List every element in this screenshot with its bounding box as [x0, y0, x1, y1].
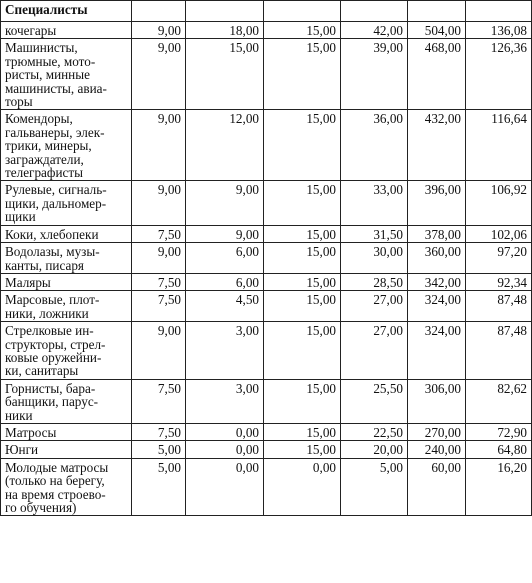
col-5-value: 240,00: [408, 441, 466, 458]
specialty-name: Матросы: [1, 423, 132, 440]
specialty-name: Маляры: [1, 273, 132, 290]
col-6-value: 92,34: [466, 273, 532, 290]
col-2-value: 12,00: [186, 110, 264, 181]
col-5-value: 270,00: [408, 423, 466, 440]
col-5-value: 468,00: [408, 39, 466, 110]
table-row: [1, 423, 532, 440]
col-2-value: 0,00: [186, 458, 264, 516]
col-2-value: 0,00: [186, 441, 264, 458]
col-3-value: 15,00: [264, 225, 341, 242]
specialty-name: Молодые матросы (только на берегу, на время строево- го обучения): [1, 458, 132, 516]
specialty-name: Машинисты, трюмные, мото- ристы, минные машинисты, авиа- торы: [1, 39, 132, 110]
specialty-name: Юнги: [1, 441, 132, 458]
empty-cell: [132, 1, 186, 22]
col-5-value: 324,00: [408, 291, 466, 322]
col-3-value: 15,00: [264, 273, 341, 290]
col-6-value: 116,64: [466, 110, 532, 181]
col-3-value: 15,00: [264, 110, 341, 181]
col-6-value: 126,36: [466, 39, 532, 110]
col-5-value: 60,00: [408, 458, 466, 516]
table-row: [1, 322, 532, 380]
col-1-value: 9,00: [132, 181, 186, 225]
table-body: [1, 1, 532, 516]
col-5-value: 504,00: [408, 22, 466, 39]
section-header-row: [1, 1, 532, 22]
table-row: [1, 441, 532, 458]
table-row: [1, 110, 532, 181]
col-2-value: 18,00: [186, 22, 264, 39]
col-4-value: 30,00: [341, 243, 408, 274]
specialty-name: Коки, хлебопеки: [1, 225, 132, 242]
col-4-value: 27,00: [341, 322, 408, 380]
col-2-value: 9,00: [186, 181, 264, 225]
col-4-value: 36,00: [341, 110, 408, 181]
table-row: [1, 225, 532, 242]
specialty-name: Рулевые, сигналь- щики, дальномер- щики: [1, 181, 132, 225]
col-4-value: 42,00: [341, 22, 408, 39]
specialty-name: Водолазы, музы- канты, писаря: [1, 243, 132, 274]
empty-cell: [408, 1, 466, 22]
specialty-name: Горнисты, бара- банщики, парус- ники: [1, 379, 132, 423]
specialty-name: Марсовые, плот- ники, ложники: [1, 291, 132, 322]
col-2-value: 6,00: [186, 273, 264, 290]
col-6-value: 16,20: [466, 458, 532, 516]
col-6-value: 72,90: [466, 423, 532, 440]
col-2-value: 4,50: [186, 291, 264, 322]
specialty-name: Стрелковые ин- структоры, стрел- ковые оружейни- ки, санитары: [1, 322, 132, 380]
col-3-value: 15,00: [264, 379, 341, 423]
empty-cell: [186, 1, 264, 22]
table-row: [1, 291, 532, 322]
col-4-value: 22,50: [341, 423, 408, 440]
table-row: [1, 273, 532, 290]
col-6-value: 82,62: [466, 379, 532, 423]
col-6-value: 106,92: [466, 181, 532, 225]
col-1-value: 9,00: [132, 39, 186, 110]
col-3-value: 15,00: [264, 441, 341, 458]
col-1-value: 7,50: [132, 291, 186, 322]
col-2-value: 0,00: [186, 423, 264, 440]
col-3-value: 15,00: [264, 322, 341, 380]
col-1-value: 9,00: [132, 110, 186, 181]
col-1-value: 5,00: [132, 441, 186, 458]
col-3-value: 15,00: [264, 39, 341, 110]
empty-cell: [466, 1, 532, 22]
col-4-value: 31,50: [341, 225, 408, 242]
col-2-value: 3,00: [186, 379, 264, 423]
table-row: [1, 39, 532, 110]
col-5-value: 342,00: [408, 273, 466, 290]
col-5-value: 306,00: [408, 379, 466, 423]
col-3-value: 15,00: [264, 22, 341, 39]
specialty-name: Комендоры, гальванеры, элек- трики, минеры, заграждатели, телеграфисты: [1, 110, 132, 181]
col-3-value: 0,00: [264, 458, 341, 516]
col-1-value: 9,00: [132, 243, 186, 274]
col-4-value: 39,00: [341, 39, 408, 110]
col-5-value: 360,00: [408, 243, 466, 274]
empty-cell: [341, 1, 408, 22]
col-1-value: 7,50: [132, 423, 186, 440]
col-1-value: 7,50: [132, 273, 186, 290]
empty-cell: [264, 1, 341, 22]
col-2-value: 6,00: [186, 243, 264, 274]
table-row: [1, 243, 532, 274]
table-row: [1, 22, 532, 39]
col-2-value: 9,00: [186, 225, 264, 242]
col-5-value: 432,00: [408, 110, 466, 181]
col-4-value: 33,00: [341, 181, 408, 225]
col-6-value: 102,06: [466, 225, 532, 242]
col-4-value: 28,50: [341, 273, 408, 290]
col-6-value: 87,48: [466, 291, 532, 322]
col-3-value: 15,00: [264, 423, 341, 440]
specialty-name: кочегары: [1, 22, 132, 39]
table-row: [1, 458, 532, 516]
col-4-value: 27,00: [341, 291, 408, 322]
col-2-value: 15,00: [186, 39, 264, 110]
col-1-value: 7,50: [132, 225, 186, 242]
col-6-value: 64,80: [466, 441, 532, 458]
col-6-value: 136,08: [466, 22, 532, 39]
col-6-value: 97,20: [466, 243, 532, 274]
col-5-value: 378,00: [408, 225, 466, 242]
col-5-value: 324,00: [408, 322, 466, 380]
col-1-value: 5,00: [132, 458, 186, 516]
col-6-value: 87,48: [466, 322, 532, 380]
table-row: [1, 379, 532, 423]
col-1-value: 7,50: [132, 379, 186, 423]
col-1-value: 9,00: [132, 322, 186, 380]
col-2-value: 3,00: [186, 322, 264, 380]
col-5-value: 396,00: [408, 181, 466, 225]
col-3-value: 15,00: [264, 291, 341, 322]
section-header: Специалисты: [1, 1, 132, 22]
col-4-value: 5,00: [341, 458, 408, 516]
col-3-value: 15,00: [264, 181, 341, 225]
col-3-value: 15,00: [264, 243, 341, 274]
col-4-value: 25,50: [341, 379, 408, 423]
col-4-value: 20,00: [341, 441, 408, 458]
table-row: [1, 181, 532, 225]
col-1-value: 9,00: [132, 22, 186, 39]
